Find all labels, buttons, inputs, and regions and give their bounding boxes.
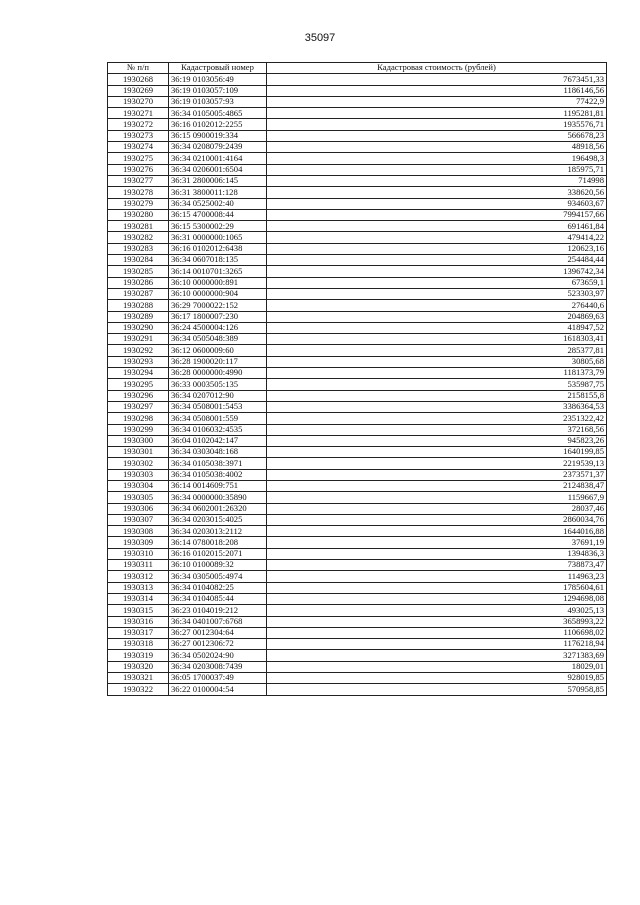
row-number-cell: 1930276 xyxy=(108,164,169,175)
table-row xyxy=(108,96,607,107)
row-number-cell: 1930315 xyxy=(108,605,169,616)
table-row xyxy=(108,108,607,119)
row-number-cell: 1930272 xyxy=(108,119,169,130)
row-number-cell: 1930305 xyxy=(108,492,169,503)
cadastral-number-cell: 36:34 0208079:2439 xyxy=(169,142,267,153)
row-number-cell: 1930311 xyxy=(108,560,169,571)
row-number-cell: 1930318 xyxy=(108,639,169,650)
row-number-cell: 1930275 xyxy=(108,153,169,164)
row-number-cell: 1930297 xyxy=(108,401,169,412)
cadastral-number-cell: 36:04 0102042:147 xyxy=(169,435,267,446)
table-row xyxy=(108,684,607,695)
cadastral-number-cell: 36:14 0010701:3265 xyxy=(169,266,267,277)
table-row xyxy=(108,175,607,186)
column-header-cadastral-value: Кадастровая стоимость (рублей) xyxy=(267,63,607,74)
table-row xyxy=(108,142,607,153)
cadastral-number-cell: 36:33 0003505:135 xyxy=(169,379,267,390)
cadastral-value-cell: 1644016,88 xyxy=(267,526,607,537)
cadastral-number-cell: 36:28 1900020:117 xyxy=(169,356,267,367)
cadastral-value-cell: 3271383,69 xyxy=(267,650,607,661)
row-number-cell: 1930285 xyxy=(108,266,169,277)
cadastral-number-cell: 36:12 0600009:60 xyxy=(169,345,267,356)
table-row xyxy=(108,458,607,469)
cadastral-value-cell: 1294698,08 xyxy=(267,593,607,604)
cadastral-value-cell: 254484,44 xyxy=(267,255,607,266)
row-number-cell: 1930317 xyxy=(108,627,169,638)
table-row xyxy=(108,639,607,650)
cadastral-number-cell: 36:34 0105038:3971 xyxy=(169,458,267,469)
cadastral-number-cell: 36:14 0780018:208 xyxy=(169,537,267,548)
table-row xyxy=(108,187,607,198)
row-number-cell: 1930278 xyxy=(108,187,169,198)
row-number-cell: 1930290 xyxy=(108,322,169,333)
table-row xyxy=(108,492,607,503)
row-number-cell: 1930298 xyxy=(108,413,169,424)
table-row xyxy=(108,605,607,616)
row-number-cell: 1930319 xyxy=(108,650,169,661)
table-row xyxy=(108,322,607,333)
cadastral-number-cell: 36:27 0012306:72 xyxy=(169,639,267,650)
row-number-cell: 1930309 xyxy=(108,537,169,548)
row-number-cell: 1930284 xyxy=(108,255,169,266)
row-number-cell: 1930304 xyxy=(108,480,169,491)
table-row xyxy=(108,74,607,85)
table-row xyxy=(108,480,607,491)
row-number-cell: 1930302 xyxy=(108,458,169,469)
table-row xyxy=(108,435,607,446)
table-row xyxy=(108,209,607,220)
cadastral-number-cell: 36:15 0900019:334 xyxy=(169,130,267,141)
cadastral-value-cell: 3658993,22 xyxy=(267,616,607,627)
cadastral-number-cell: 36:34 0210001:4164 xyxy=(169,153,267,164)
table-body xyxy=(108,74,607,695)
row-number-cell: 1930287 xyxy=(108,288,169,299)
cadastral-value-cell: 418947,52 xyxy=(267,322,607,333)
row-number-cell: 1930300 xyxy=(108,435,169,446)
cadastral-number-cell: 36:34 0000000:35890 xyxy=(169,492,267,503)
cadastral-number-cell: 36:10 0000000:891 xyxy=(169,277,267,288)
column-header-number: № п/п xyxy=(108,63,169,74)
cadastral-number-cell: 36:15 4700008:44 xyxy=(169,209,267,220)
row-number-cell: 1930313 xyxy=(108,582,169,593)
cadastral-number-cell: 36:28 0000000:4990 xyxy=(169,368,267,379)
table-row xyxy=(108,593,607,604)
table-row xyxy=(108,582,607,593)
cadastral-number-cell: 36:34 0105038:4002 xyxy=(169,469,267,480)
row-number-cell: 1930294 xyxy=(108,368,169,379)
cadastral-number-cell: 36:23 0104019:212 xyxy=(169,605,267,616)
cadastral-value-cell: 2124838,47 xyxy=(267,480,607,491)
table-row xyxy=(108,119,607,130)
table-row xyxy=(108,288,607,299)
cadastral-value-cell: 714998 xyxy=(267,175,607,186)
cadastral-value-cell: 691461,84 xyxy=(267,221,607,232)
cadastral-number-cell: 36:22 0100004:54 xyxy=(169,684,267,695)
cadastral-value-cell: 934603,67 xyxy=(267,198,607,209)
row-number-cell: 1930286 xyxy=(108,277,169,288)
table-row xyxy=(108,469,607,480)
table-row xyxy=(108,413,607,424)
cadastral-value-cell: 1394836,3 xyxy=(267,548,607,559)
cadastral-number-cell: 36:34 0508001:5453 xyxy=(169,401,267,412)
cadastral-value-cell: 1195281,81 xyxy=(267,108,607,119)
cadastral-number-cell: 36:34 0106032:4535 xyxy=(169,424,267,435)
cadastral-number-cell: 36:10 0000000:904 xyxy=(169,288,267,299)
cadastral-number-cell: 36:05 1700037:49 xyxy=(169,673,267,684)
cadastral-value-cell: 1935576,71 xyxy=(267,119,607,130)
table-row xyxy=(108,537,607,548)
cadastral-value-cell: 945823,26 xyxy=(267,435,607,446)
table-row xyxy=(108,514,607,525)
row-number-cell: 1930274 xyxy=(108,142,169,153)
row-number-cell: 1930281 xyxy=(108,221,169,232)
cadastral-number-cell: 36:15 5300002:29 xyxy=(169,221,267,232)
cadastral-value-cell: 285377,81 xyxy=(267,345,607,356)
cadastral-value-cell: 2860034,76 xyxy=(267,514,607,525)
cadastral-number-cell: 36:27 0012304:64 xyxy=(169,627,267,638)
cadastral-value-cell: 338620,56 xyxy=(267,187,607,198)
table-row xyxy=(108,401,607,412)
table-row xyxy=(108,390,607,401)
cadastral-value-cell: 2158155,8 xyxy=(267,390,607,401)
cadastral-number-cell: 36:19 0103057:109 xyxy=(169,85,267,96)
cadastral-number-cell: 36:34 0206001:6504 xyxy=(169,164,267,175)
cadastral-value-cell: 1106698,02 xyxy=(267,627,607,638)
cadastral-value-table xyxy=(107,62,607,696)
cadastral-value-cell: 535987,75 xyxy=(267,379,607,390)
table-row xyxy=(108,311,607,322)
row-number-cell: 1930279 xyxy=(108,198,169,209)
cadastral-value-cell: 28037,46 xyxy=(267,503,607,514)
page-number: 35097 xyxy=(304,32,336,44)
cadastral-number-cell: 36:31 2800006:145 xyxy=(169,175,267,186)
row-number-cell: 1930273 xyxy=(108,130,169,141)
table-row xyxy=(108,266,607,277)
row-number-cell: 1930277 xyxy=(108,175,169,186)
table-row xyxy=(108,164,607,175)
cadastral-number-cell: 36:34 0203015:4025 xyxy=(169,514,267,525)
row-number-cell: 1930307 xyxy=(108,514,169,525)
cadastral-value-cell: 2351322,42 xyxy=(267,413,607,424)
row-number-cell: 1930301 xyxy=(108,447,169,458)
row-number-cell: 1930306 xyxy=(108,503,169,514)
cadastral-number-cell: 36:24 4500004:126 xyxy=(169,322,267,333)
cadastral-number-cell: 36:31 0000000:1065 xyxy=(169,232,267,243)
row-number-cell: 1930269 xyxy=(108,85,169,96)
table-row xyxy=(108,85,607,96)
row-number-cell: 1930283 xyxy=(108,243,169,254)
cadastral-number-cell: 36:34 0502024:90 xyxy=(169,650,267,661)
cadastral-value-cell: 1159667,9 xyxy=(267,492,607,503)
cadastral-value-cell: 48918,56 xyxy=(267,142,607,153)
cadastral-number-cell: 36:16 0102012:6438 xyxy=(169,243,267,254)
cadastral-value-cell: 570958,85 xyxy=(267,684,607,695)
row-number-cell: 1930314 xyxy=(108,593,169,604)
table-row xyxy=(108,571,607,582)
cadastral-number-cell: 36:34 0207012:90 xyxy=(169,390,267,401)
row-number-cell: 1930282 xyxy=(108,232,169,243)
row-number-cell: 1930289 xyxy=(108,311,169,322)
cadastral-number-cell: 36:19 0103056:49 xyxy=(169,74,267,85)
row-number-cell: 1930292 xyxy=(108,345,169,356)
cadastral-value-cell: 523303,97 xyxy=(267,288,607,299)
cadastral-number-cell: 36:34 0305005:4974 xyxy=(169,571,267,582)
column-header-cadastral-number: Кадастровый номер xyxy=(169,63,267,74)
cadastral-number-cell: 36:34 0607018:135 xyxy=(169,255,267,266)
cadastral-number-cell: 36:19 0103057:93 xyxy=(169,96,267,107)
row-number-cell: 1930295 xyxy=(108,379,169,390)
table-row xyxy=(108,334,607,345)
row-number-cell: 1930271 xyxy=(108,108,169,119)
cadastral-value-cell: 196498,3 xyxy=(267,153,607,164)
row-number-cell: 1930296 xyxy=(108,390,169,401)
cadastral-number-cell: 36:34 0401007:6768 xyxy=(169,616,267,627)
cadastral-value-cell: 1640199,85 xyxy=(267,447,607,458)
cadastral-number-cell: 36:29 7000022:152 xyxy=(169,300,267,311)
cadastral-value-cell: 2219539,13 xyxy=(267,458,607,469)
table-row xyxy=(108,356,607,367)
table-row xyxy=(108,368,607,379)
cadastral-number-cell: 36:34 0104085:44 xyxy=(169,593,267,604)
table-row xyxy=(108,526,607,537)
cadastral-value-cell: 1176218,94 xyxy=(267,639,607,650)
cadastral-number-cell: 36:34 0203013:2112 xyxy=(169,526,267,537)
table-row xyxy=(108,130,607,141)
cadastral-value-cell: 928019,85 xyxy=(267,673,607,684)
row-number-cell: 1930321 xyxy=(108,673,169,684)
row-number-cell: 1930299 xyxy=(108,424,169,435)
row-number-cell: 1930291 xyxy=(108,334,169,345)
row-number-cell: 1930288 xyxy=(108,300,169,311)
row-number-cell: 1930316 xyxy=(108,616,169,627)
cadastral-number-cell: 36:34 0505048:389 xyxy=(169,334,267,345)
row-number-cell: 1930308 xyxy=(108,526,169,537)
cadastral-number-cell: 36:34 0508001:559 xyxy=(169,413,267,424)
table-row xyxy=(108,424,607,435)
table-row xyxy=(108,277,607,288)
table-row xyxy=(108,221,607,232)
row-number-cell: 1930270 xyxy=(108,96,169,107)
table-header-row xyxy=(108,63,607,74)
cadastral-number-cell: 36:34 0105005:4865 xyxy=(169,108,267,119)
cadastral-value-cell: 37691,19 xyxy=(267,537,607,548)
cadastral-value-cell: 7673451,33 xyxy=(267,74,607,85)
table-row xyxy=(108,560,607,571)
row-number-cell: 1930312 xyxy=(108,571,169,582)
cadastral-number-cell: 36:34 0525002:40 xyxy=(169,198,267,209)
cadastral-value-cell: 185975,71 xyxy=(267,164,607,175)
table-row xyxy=(108,379,607,390)
cadastral-value-cell: 18029,01 xyxy=(267,661,607,672)
cadastral-value-cell: 114963,23 xyxy=(267,571,607,582)
cadastral-value-cell: 1181373,79 xyxy=(267,368,607,379)
row-number-cell: 1930293 xyxy=(108,356,169,367)
row-number-cell: 1930320 xyxy=(108,661,169,672)
cadastral-value-cell: 77422,9 xyxy=(267,96,607,107)
cadastral-value-cell: 566678,23 xyxy=(267,130,607,141)
table-row xyxy=(108,661,607,672)
table-row xyxy=(108,548,607,559)
cadastral-value-cell: 2373571,37 xyxy=(267,469,607,480)
cadastral-value-cell: 738873,47 xyxy=(267,560,607,571)
cadastral-value-cell: 1618303,41 xyxy=(267,334,607,345)
cadastral-number-cell: 36:10 0100089:32 xyxy=(169,560,267,571)
cadastral-number-cell: 36:34 0602001:26320 xyxy=(169,503,267,514)
cadastral-value-cell: 276440,6 xyxy=(267,300,607,311)
cadastral-value-cell: 204869,63 xyxy=(267,311,607,322)
cadastral-value-cell: 479414,22 xyxy=(267,232,607,243)
cadastral-number-cell: 36:34 0303048:168 xyxy=(169,447,267,458)
cadastral-number-cell: 36:17 1800007:230 xyxy=(169,311,267,322)
cadastral-number-cell: 36:16 0102015:2071 xyxy=(169,548,267,559)
table-row xyxy=(108,650,607,661)
cadastral-value-cell: 673659,1 xyxy=(267,277,607,288)
cadastral-value-cell: 120623,16 xyxy=(267,243,607,254)
row-number-cell: 1930310 xyxy=(108,548,169,559)
table-row xyxy=(108,255,607,266)
table-row xyxy=(108,345,607,356)
cadastral-value-cell: 372168,56 xyxy=(267,424,607,435)
table-row xyxy=(108,627,607,638)
cadastral-value-cell: 3386364,53 xyxy=(267,401,607,412)
cadastral-number-cell: 36:16 0102012:2255 xyxy=(169,119,267,130)
cadastral-value-cell: 493025,13 xyxy=(267,605,607,616)
cadastral-number-cell: 36:34 0203008:7439 xyxy=(169,661,267,672)
table-row xyxy=(108,232,607,243)
table-row xyxy=(108,447,607,458)
row-number-cell: 1930322 xyxy=(108,684,169,695)
cadastral-value-cell: 1396742,34 xyxy=(267,266,607,277)
cadastral-value-cell: 1186146,56 xyxy=(267,85,607,96)
row-number-cell: 1930280 xyxy=(108,209,169,220)
row-number-cell: 1930303 xyxy=(108,469,169,480)
table-row xyxy=(108,616,607,627)
table-row xyxy=(108,300,607,311)
cadastral-number-cell: 36:34 0104082:25 xyxy=(169,582,267,593)
table-row xyxy=(108,503,607,514)
cadastral-value-cell: 7994157,66 xyxy=(267,209,607,220)
table-row xyxy=(108,198,607,209)
table-row xyxy=(108,673,607,684)
cadastral-number-cell: 36:14 0014609:751 xyxy=(169,480,267,491)
cadastral-value-cell: 1785604,61 xyxy=(267,582,607,593)
table-row xyxy=(108,243,607,254)
table-row xyxy=(108,153,607,164)
cadastral-value-cell: 30805,68 xyxy=(267,356,607,367)
cadastral-number-cell: 36:31 3800011:128 xyxy=(169,187,267,198)
row-number-cell: 1930268 xyxy=(108,74,169,85)
